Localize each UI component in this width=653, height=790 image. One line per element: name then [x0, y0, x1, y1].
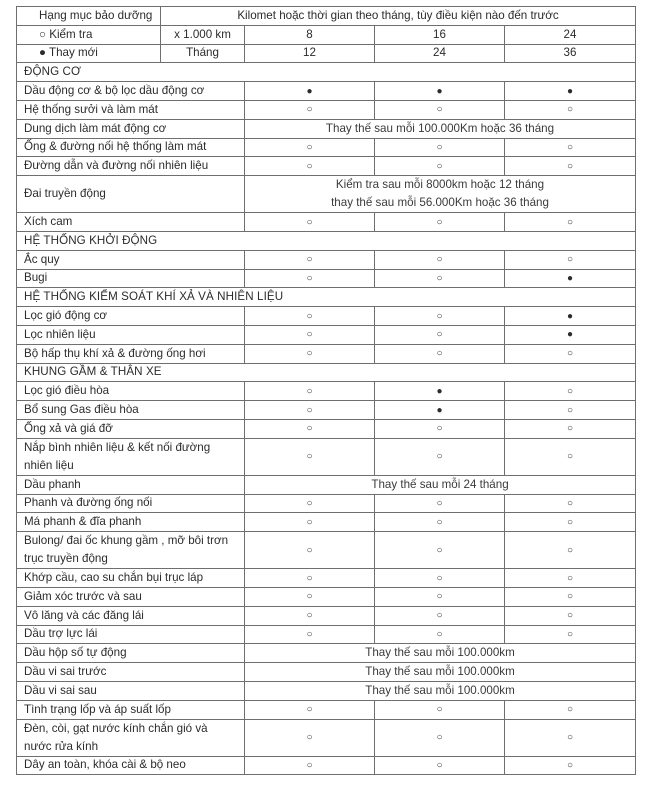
check-mark — [245, 532, 375, 569]
check-mark — [375, 625, 505, 644]
hollow-circle-icon: ○ — [436, 160, 443, 172]
hollow-circle-icon: ○ — [436, 732, 443, 743]
table-row — [17, 325, 636, 344]
hollow-circle-icon: ○ — [566, 759, 574, 771]
hollow-circle-icon: ○ — [436, 272, 443, 284]
check-mark — [245, 269, 375, 288]
table-row — [17, 513, 636, 532]
check-mark — [245, 213, 375, 232]
hollow-circle-icon: ○ — [306, 704, 313, 716]
interval-note-line: Thay thế sau mỗi 100.000Km hoặc 36 tháng — [325, 121, 555, 135]
hollow-circle-icon: ○ — [306, 254, 313, 266]
replace-mark — [505, 325, 636, 344]
table-row — [17, 644, 636, 663]
item-label-text: Đèn, còi, gạt nước kính chắn gió và nước rửa kính — [24, 721, 208, 753]
replace-mark — [245, 82, 375, 101]
item-label-text: Ắc quy — [24, 252, 60, 266]
interval-note — [245, 119, 636, 138]
item-label — [17, 419, 245, 438]
check-mark — [375, 532, 505, 569]
table-row — [17, 663, 636, 682]
header-row-2 — [17, 25, 636, 44]
check-mark — [375, 138, 505, 157]
km-value: 24 — [505, 25, 636, 44]
check-mark — [505, 344, 636, 363]
section-heading: HỆ THỐNG KIỂM SOÁT KHÍ XẢ VÀ NHIÊN LIỆU — [17, 288, 636, 307]
replace-mark — [505, 269, 636, 288]
item-label — [17, 382, 245, 401]
item-label-text: Xích cam — [24, 215, 73, 229]
filled-circle-icon: ● — [566, 85, 574, 97]
legend-check: ○ Kiểm tra — [17, 25, 161, 44]
check-mark — [375, 213, 505, 232]
interval-note-line: Kiểm tra sau mỗi 8000km hoặc 12 tháng — [335, 178, 545, 192]
table-row — [17, 157, 636, 176]
item-label-text: Khớp cầu, cao su chắn bụi trục láp — [24, 571, 204, 585]
check-mark — [505, 438, 636, 475]
replace-mark — [505, 82, 636, 101]
check-mark — [505, 382, 636, 401]
legend-replace: ● Thay mới — [17, 44, 161, 63]
item-label-text: Dây an toàn, khóa cài & bộ neo — [24, 758, 186, 772]
check-mark — [505, 213, 636, 232]
filled-circle-icon: ● — [566, 310, 574, 322]
item-label-text: Giảm xóc trước và sau — [24, 589, 142, 603]
item-label-text: Bộ hấp thụ khí xả & đường ống hơi — [24, 346, 206, 360]
hollow-circle-icon: ○ — [566, 451, 574, 463]
hollow-circle-icon: ○ — [436, 572, 443, 584]
item-label — [17, 176, 245, 213]
item-label-text: Dầu vi sai trước — [24, 665, 107, 678]
check-mark — [245, 138, 375, 157]
header-row-3 — [17, 44, 636, 63]
item-label-text: Dầu động cơ & bộ lọc dầu động cơ — [24, 84, 205, 98]
item-label — [17, 606, 245, 625]
hollow-circle-icon: ○ — [436, 423, 443, 435]
hollow-circle-icon: ○ — [436, 610, 443, 622]
interval-note — [245, 681, 636, 700]
table-row — [17, 119, 636, 138]
filled-circle-icon: ● — [566, 272, 574, 284]
hollow-circle-icon: ○ — [566, 610, 574, 622]
interval-note-line: Thay thế sau mỗi 100.000km — [365, 646, 515, 660]
check-mark — [375, 307, 505, 326]
filled-circle-icon: ● — [306, 85, 313, 97]
check-mark — [375, 587, 505, 606]
interval-note — [245, 176, 636, 213]
replace-mark — [375, 382, 505, 401]
header-main: Kilomet hoặc thời gian theo tháng, tùy điều kiện nào đến trước — [161, 7, 636, 26]
table-row — [17, 382, 636, 401]
item-label — [17, 532, 245, 569]
interval-note — [245, 663, 636, 682]
item-label — [17, 100, 245, 119]
item-label — [17, 213, 245, 232]
header-title: Hạng mục bảo dưỡng — [17, 7, 161, 26]
table-row — [17, 494, 636, 513]
hollow-circle-icon: ○ — [306, 160, 313, 172]
item-label-text: Ống & đường nối hệ thống làm mát — [24, 140, 207, 154]
check-mark — [245, 100, 375, 119]
table-row — [17, 176, 636, 213]
hollow-circle-icon: ○ — [436, 628, 443, 640]
hollow-circle-icon: ○ — [306, 272, 313, 284]
hollow-circle-icon: ○ — [306, 451, 313, 463]
check-mark — [375, 513, 505, 532]
table-row — [17, 250, 636, 269]
check-mark — [245, 307, 375, 326]
check-mark — [375, 250, 505, 269]
hollow-circle-icon: ○ — [566, 704, 574, 716]
check-mark — [505, 513, 636, 532]
table-row — [17, 344, 636, 363]
header-row-1 — [17, 7, 636, 26]
hollow-circle-icon: ○ — [436, 216, 443, 228]
section-heading: ĐỘNG CƠ — [17, 63, 636, 82]
item-label-text: Vô lăng và các đăng lái — [24, 608, 144, 622]
item-label-text: Tình trạng lốp và áp suất lốp — [24, 702, 171, 716]
check-mark — [375, 419, 505, 438]
item-label-text: Dầu trợ lực lái — [24, 627, 98, 641]
check-mark — [245, 494, 375, 513]
section-heading: KHUNG GẦM & THÂN XE — [17, 363, 636, 382]
item-label — [17, 250, 245, 269]
item-label — [17, 756, 245, 775]
hollow-circle-icon: ○ — [566, 423, 574, 435]
check-mark — [505, 157, 636, 176]
hollow-circle-icon: ○ — [566, 572, 574, 584]
check-mark — [245, 606, 375, 625]
check-mark — [245, 401, 375, 420]
check-mark — [505, 494, 636, 513]
month-value: 12 — [245, 44, 375, 63]
interval-note-line: thay thế sau mỗi 56.000Km hoặc 36 tháng — [331, 196, 549, 210]
hollow-circle-icon: ○ — [306, 216, 313, 228]
item-label — [17, 494, 245, 513]
table-row — [17, 269, 636, 288]
hollow-circle-icon: ○ — [436, 451, 443, 463]
check-mark — [375, 438, 505, 475]
hollow-circle-icon: ○ — [566, 104, 574, 116]
item-label-text: Dầu hộp số tự động — [24, 646, 127, 660]
hollow-circle-icon: ○ — [566, 544, 574, 556]
check-mark — [375, 344, 505, 363]
check-mark — [505, 100, 636, 119]
hollow-circle-icon: ○ — [436, 516, 443, 528]
check-mark — [245, 325, 375, 344]
item-label — [17, 700, 245, 719]
check-mark — [245, 157, 375, 176]
hollow-circle-icon: ○ — [306, 544, 313, 556]
item-label-text: Lọc nhiên liệu — [24, 327, 96, 341]
item-label — [17, 475, 245, 494]
section-row — [17, 231, 636, 250]
check-mark — [505, 419, 636, 438]
section-heading: HỆ THỐNG KHỞI ĐỘNG — [17, 231, 636, 250]
interval-note-line: Thay thế sau mỗi 100.000km — [365, 665, 515, 678]
item-label — [17, 663, 245, 682]
hollow-circle-icon: ○ — [306, 591, 313, 603]
interval-note-line: Thay thế sau mỗi 24 tháng — [371, 477, 509, 491]
check-mark — [505, 532, 636, 569]
check-mark — [375, 700, 505, 719]
check-mark — [245, 438, 375, 475]
check-mark — [375, 325, 505, 344]
item-label — [17, 325, 245, 344]
item-label-text: Phanh và đường ống nối — [24, 496, 153, 510]
hollow-circle-icon: ○ — [306, 385, 313, 397]
item-label — [17, 719, 245, 756]
table-row — [17, 401, 636, 420]
filled-circle-icon: ● — [436, 385, 443, 397]
hollow-circle-icon: ○ — [566, 141, 574, 153]
item-label — [17, 513, 245, 532]
check-mark — [245, 382, 375, 401]
table-row — [17, 307, 636, 326]
month-value: 24 — [375, 44, 505, 63]
table-row — [17, 475, 636, 494]
check-mark — [245, 756, 375, 775]
hollow-circle-icon: ○ — [306, 497, 313, 509]
check-mark — [505, 138, 636, 157]
hollow-circle-icon: ○ — [566, 732, 574, 743]
replace-mark — [375, 82, 505, 101]
hollow-circle-icon: ○ — [436, 759, 443, 771]
check-mark — [375, 719, 505, 756]
hollow-circle-icon: ○ — [566, 160, 574, 172]
hollow-circle-icon: ○ — [566, 216, 574, 228]
check-mark — [245, 625, 375, 644]
maintenance-schedule-table — [16, 6, 636, 775]
table-row — [17, 532, 636, 569]
table-row — [17, 606, 636, 625]
item-label — [17, 438, 245, 475]
hollow-circle-icon: ○ — [306, 572, 313, 584]
check-mark — [505, 569, 636, 588]
item-label — [17, 307, 245, 326]
table-row — [17, 569, 636, 588]
table-row — [17, 719, 636, 756]
check-mark — [505, 700, 636, 719]
check-mark — [505, 756, 636, 775]
interval-note — [245, 475, 636, 494]
item-label-text: Bulong/ đai ốc khung gầm , mỡ bôi trơn trục truyền động — [24, 534, 229, 566]
item-label-text: Lọc gió động cơ — [24, 309, 108, 323]
check-mark — [505, 625, 636, 644]
hollow-circle-icon: ○ — [436, 310, 443, 322]
hollow-circle-icon: ○ — [306, 628, 313, 640]
hollow-circle-icon: ○ — [436, 348, 443, 360]
check-mark — [375, 606, 505, 625]
km-label: x 1.000 km — [161, 25, 245, 44]
hollow-circle-icon: ○ — [306, 141, 313, 153]
table-row — [17, 438, 636, 475]
check-mark — [245, 250, 375, 269]
check-mark — [245, 587, 375, 606]
month-value: 36 — [505, 44, 636, 63]
section-row — [17, 63, 636, 82]
hollow-circle-icon: ○ — [306, 104, 313, 116]
hollow-circle-icon: ○ — [306, 404, 313, 416]
replace-mark — [505, 307, 636, 326]
item-label — [17, 344, 245, 363]
hollow-circle-icon: ○ — [566, 516, 574, 528]
hollow-circle-icon: ○ — [436, 591, 443, 603]
hollow-circle-icon: ○ — [306, 516, 313, 528]
interval-note-line: Thay thế sau mỗi 100.000km — [365, 683, 515, 697]
hollow-circle-icon: ○ — [436, 544, 443, 556]
filled-circle-icon: ● — [436, 85, 443, 97]
hollow-circle-icon: ○ — [566, 497, 574, 509]
check-mark — [375, 756, 505, 775]
hollow-circle-icon: ○ — [436, 254, 443, 266]
month-label: Tháng — [161, 44, 245, 63]
hollow-circle-icon: ○ — [566, 348, 574, 360]
item-label — [17, 82, 245, 101]
item-label — [17, 569, 245, 588]
check-mark — [245, 719, 375, 756]
check-mark — [245, 569, 375, 588]
table-row — [17, 82, 636, 101]
item-label-text: Dung dịch làm mát động cơ — [24, 121, 167, 135]
hollow-circle-icon: ○ — [306, 732, 313, 743]
hollow-circle-icon: ○ — [436, 497, 443, 509]
table-row — [17, 419, 636, 438]
item-label — [17, 625, 245, 644]
item-label-text: Hệ thống sưởi và làm mát — [24, 102, 158, 116]
check-mark — [505, 606, 636, 625]
hollow-circle-icon: ○ — [566, 385, 574, 397]
table-row — [17, 625, 636, 644]
hollow-circle-icon: ○ — [306, 759, 313, 771]
table-row — [17, 587, 636, 606]
item-label-text: Dầu phanh — [24, 477, 81, 491]
item-label — [17, 157, 245, 176]
check-mark — [245, 513, 375, 532]
check-mark — [245, 419, 375, 438]
hollow-circle-icon: ○ — [436, 704, 443, 716]
hollow-circle-icon: ○ — [306, 310, 313, 322]
check-mark — [245, 344, 375, 363]
replace-mark — [375, 401, 505, 420]
check-mark — [375, 100, 505, 119]
check-mark — [375, 569, 505, 588]
table-row — [17, 100, 636, 119]
check-mark — [375, 269, 505, 288]
item-label-text: Nắp bình nhiên liệu & kết nối đường nhiên liệu — [24, 440, 211, 472]
check-mark — [505, 719, 636, 756]
table-body — [17, 7, 636, 775]
hollow-circle-icon: ○ — [566, 404, 574, 416]
filled-circle-icon: ● — [566, 329, 574, 341]
item-label-text: Đường dẫn và đường nối nhiên liệu — [24, 159, 209, 173]
hollow-circle-icon: ○ — [436, 329, 443, 341]
hollow-circle-icon: ○ — [436, 104, 443, 116]
item-label-text: Bổ sung Gas điều hòa — [24, 403, 139, 417]
item-label-text: Lọc gió điều hòa — [24, 384, 110, 398]
hollow-circle-icon: ○ — [306, 423, 313, 435]
table-row — [17, 138, 636, 157]
section-row — [17, 363, 636, 382]
section-row — [17, 288, 636, 307]
km-value: 8 — [245, 25, 375, 44]
table-row — [17, 700, 636, 719]
check-mark — [505, 250, 636, 269]
check-mark — [375, 157, 505, 176]
check-mark — [505, 401, 636, 420]
check-mark — [375, 494, 505, 513]
item-label-text: Ống xả và giá đỡ — [24, 421, 113, 435]
item-label — [17, 587, 245, 606]
interval-note — [245, 644, 636, 663]
table-row — [17, 213, 636, 232]
item-label-text: Bugi — [24, 271, 48, 285]
item-label — [17, 119, 245, 138]
hollow-circle-icon: ○ — [566, 591, 574, 603]
item-label — [17, 269, 245, 288]
table-row — [17, 756, 636, 775]
item-label-text: Dầu vi sai sau — [24, 683, 97, 697]
item-label-text: Đai truyền động — [24, 187, 106, 201]
hollow-circle-icon: ○ — [306, 610, 313, 622]
item-label-text: Má phanh & đĩa phanh — [24, 515, 142, 529]
item-label — [17, 138, 245, 157]
filled-circle-icon: ● — [436, 404, 443, 416]
item-label — [17, 681, 245, 700]
check-mark — [245, 700, 375, 719]
item-label — [17, 401, 245, 420]
km-value: 16 — [375, 25, 505, 44]
hollow-circle-icon: ○ — [436, 141, 443, 153]
hollow-circle-icon: ○ — [306, 329, 313, 341]
hollow-circle-icon: ○ — [306, 348, 313, 360]
hollow-circle-icon: ○ — [566, 254, 574, 266]
check-mark — [505, 587, 636, 606]
item-label — [17, 644, 245, 663]
hollow-circle-icon: ○ — [566, 628, 574, 640]
table-row — [17, 681, 636, 700]
